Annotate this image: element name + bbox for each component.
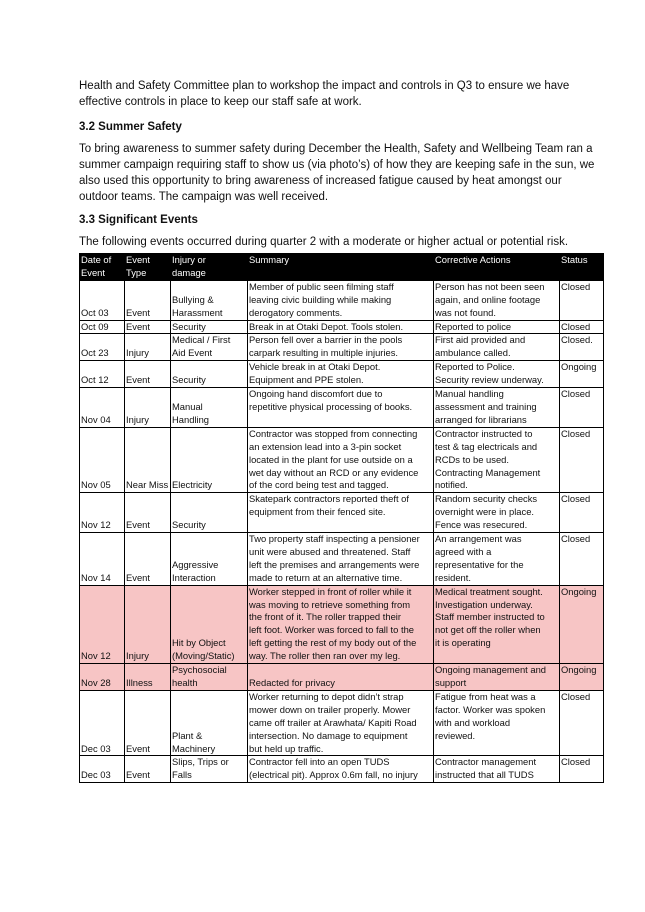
cell-injury: Aggressive Interaction xyxy=(171,533,248,586)
cell-status: Ongoing xyxy=(560,361,604,388)
cell-summary: Skatepark contractors reported theft of equipment from their fenced site. xyxy=(248,493,434,533)
cell-date: Oct 12 xyxy=(80,361,125,388)
cell-summary: Person fell over a barrier in the pools carpark resulting in multiple injuries. xyxy=(248,334,434,361)
cell-status: Ongoing xyxy=(560,664,604,691)
cell-status: Closed xyxy=(560,533,604,586)
cell-status: Ongoing xyxy=(560,585,604,663)
cell-status: Closed xyxy=(560,388,604,428)
cell-injury: Security xyxy=(171,320,248,334)
table-row xyxy=(80,585,604,663)
cell-corrective-actions: Contractor instructed to test & tag electricals and RCDs to be used. Contracting Management notified. xyxy=(434,427,560,493)
cell-corrective-actions: Person has not been seen again, and online footage was not found. xyxy=(434,280,560,320)
cell-date: Nov 12 xyxy=(80,493,125,533)
table-row xyxy=(80,756,604,783)
summer-safety-heading: 3.2 Summer Safety xyxy=(79,121,182,133)
cell-date: Nov 05 xyxy=(80,427,125,493)
cell-date: Nov 14 xyxy=(80,533,125,586)
cell-event-type: Injury xyxy=(125,585,171,663)
table-row xyxy=(80,664,604,691)
cell-injury: Manual Handling xyxy=(171,388,248,428)
table-row xyxy=(80,280,604,320)
summer-safety-paragraph: To bring awareness to summer safety during December the Health, Safety and Wellbeing Team ran a summer campaign requiring staff to show us (via photo’s) of how they are keeping safe in the sun, we also used this opportunity to bring awareness of increased fatigue caused by heat amongst our outdoor teams. The campaign was well received. xyxy=(79,143,595,203)
table-row xyxy=(80,493,604,533)
cell-status: Closed xyxy=(560,690,604,756)
table-header-row xyxy=(80,254,604,281)
cell-date: Nov 12 xyxy=(80,585,125,663)
cell-corrective-actions: Contractor management instructed that all TUDS xyxy=(434,756,560,783)
cell-status: Closed xyxy=(560,427,604,493)
cell-injury: Hit by Object (Moving/Static) xyxy=(171,585,248,663)
cell-injury: Slips, Trips or Falls xyxy=(171,756,248,783)
cell-event-type: Event xyxy=(125,533,171,586)
table-row xyxy=(80,427,604,493)
cell-status: Closed xyxy=(560,756,604,783)
cell-date: Oct 23 xyxy=(80,334,125,361)
cell-corrective-actions: First aid provided and ambulance called. xyxy=(434,334,560,361)
cell-event-type: Injury xyxy=(125,388,171,428)
cell-event-type: Event xyxy=(125,690,171,756)
header-date: Date of Event xyxy=(80,254,125,281)
table-row xyxy=(80,361,604,388)
cell-date: Nov 28 xyxy=(80,664,125,691)
cell-injury: Plant & Machinery xyxy=(171,690,248,756)
cell-date: Oct 03 xyxy=(80,280,125,320)
table-row xyxy=(80,533,604,586)
cell-summary: Break in at Otaki Depot. Tools stolen. xyxy=(248,320,434,334)
cell-summary: Vehicle break in at Otaki Depot. Equipment and PPE stolen. xyxy=(248,361,434,388)
cell-event-type: Near Miss xyxy=(125,427,171,493)
cell-event-type: Event xyxy=(125,493,171,533)
cell-event-type: Event xyxy=(125,320,171,334)
cell-injury: Security xyxy=(171,361,248,388)
cell-summary: Member of public seen filming staff leaving civic building while making derogatory comments. xyxy=(248,280,434,320)
header-injury: Injury or damage xyxy=(171,254,248,281)
intro-paragraph: Health and Safety Committee plan to workshop the impact and controls in Q3 to ensure we have effective controls in place to keep our staff safe at work. xyxy=(79,80,570,108)
cell-event-type: Illness xyxy=(125,664,171,691)
header-status: Status xyxy=(560,254,604,281)
cell-corrective-actions: Reported to police xyxy=(434,320,560,334)
table-row xyxy=(80,320,604,334)
table-row xyxy=(80,690,604,756)
cell-date: Dec 03 xyxy=(80,756,125,783)
cell-event-type: Injury xyxy=(125,334,171,361)
header-corrective-actions: Corrective Actions xyxy=(434,254,560,281)
cell-summary: Worker stepped in front of roller while it was moving to retrieve something from the front of it. The roller trapped their left foot. Worker was forced to fall to the left getting the rest of my body out of the way. The roller then ran over my leg. xyxy=(248,585,434,663)
significant-events-paragraph: The following events occurred during quarter 2 with a moderate or higher actual or potential risk. xyxy=(79,236,569,248)
cell-injury: Bullying & Harassment xyxy=(171,280,248,320)
header-summary: Summary xyxy=(248,254,434,281)
table-row xyxy=(80,334,604,361)
cell-summary: Contractor fell into an open TUDS (electrical pit). Approx 0.6m fall, no injury xyxy=(248,756,434,783)
cell-summary: Redacted for privacy xyxy=(248,664,434,691)
cell-injury: Security xyxy=(171,493,248,533)
cell-status: Closed xyxy=(560,320,604,334)
cell-injury: Medical / First Aid Event xyxy=(171,334,248,361)
cell-corrective-actions: Fatigue from heat was a factor. Worker was spoken with and workload reviewed. xyxy=(434,690,560,756)
cell-corrective-actions: Medical treatment sought. Investigation underway. Staff member instructed to not get off the roller when it is operating xyxy=(434,585,560,663)
cell-corrective-actions: An arrangement was agreed with a representative for the resident. xyxy=(434,533,560,586)
cell-corrective-actions: Random security checks overnight were in place. Fence was resecured. xyxy=(434,493,560,533)
cell-summary: Ongoing hand discomfort due to repetitive physical processing of books. xyxy=(248,388,434,428)
table-row xyxy=(80,388,604,428)
cell-status: Closed. xyxy=(560,334,604,361)
cell-date: Oct 09 xyxy=(80,320,125,334)
cell-summary: Worker returning to depot didn’t strap mower down on trailer properly. Mower came off trailer at Arawhata/ Kapiti Road intersection. No damage to equipment but held up traffic. xyxy=(248,690,434,756)
cell-date: Nov 04 xyxy=(80,388,125,428)
cell-event-type: Event xyxy=(125,756,171,783)
significant-events-heading: 3.3 Significant Events xyxy=(79,214,198,226)
cell-corrective-actions: Reported to Police. Security review underway. xyxy=(434,361,560,388)
cell-injury: Electricity xyxy=(171,427,248,493)
cell-corrective-actions: Manual handling assessment and training arranged for librarians xyxy=(434,388,560,428)
cell-injury: Psychosocial health xyxy=(171,664,248,691)
significant-events-table xyxy=(79,253,604,783)
cell-summary: Contractor was stopped from connecting an extension lead into a 3-pin socket located in the plant for use outside on a wet day without an RCD or any evidence of the cord being test and tagged. xyxy=(248,427,434,493)
cell-status: Closed xyxy=(560,493,604,533)
cell-corrective-actions: Ongoing management and support xyxy=(434,664,560,691)
cell-date: Dec 03 xyxy=(80,690,125,756)
document-page xyxy=(79,78,603,783)
cell-event-type: Event xyxy=(125,280,171,320)
header-event-type: Event Type xyxy=(125,254,171,281)
cell-event-type: Event xyxy=(125,361,171,388)
cell-summary: Two property staff inspecting a pensioner unit were abused and threatened. Staff left the premises and arrangements were made to return at an alternative time. xyxy=(248,533,434,586)
cell-status: Closed xyxy=(560,280,604,320)
